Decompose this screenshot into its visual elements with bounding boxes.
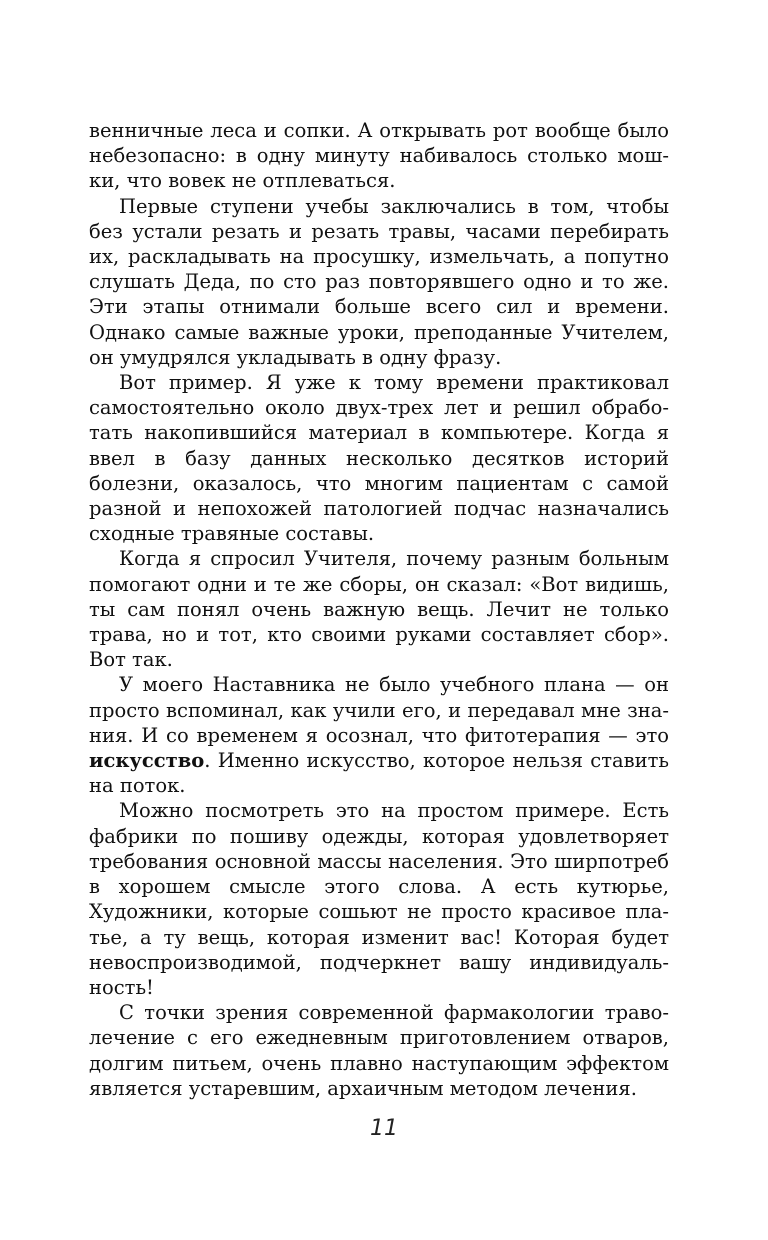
page-body	[89, 118, 669, 1101]
paragraph-5-start: У моего Наставника не было учебного плана — он просто вспоминал, как учили его, и передавал мне знания. И со временем я осознал, что фитотерапия — это	[89, 673, 669, 747]
paragraph-5	[89, 672, 669, 798]
paragraph-7: С точки зрения современной фармакологии траволечение с его ежедневным приготовлением отваров, долгим питьем, очень плавно наступающим эффектом является устаревшим, архаичным методом лечения.	[89, 1001, 669, 1100]
paragraph-2: Первые ступени учебы заключались в том, чтобы без устали резать и резать травы, часами перебирать их, раскладывать на просушку, измельчать, а попутно слушать Деда, по сто раз повторявшего одно и то же. Эти этапы отнимали больше всего сил и времени. Однако самые важные уроки, преподанные Учителем, он умудрялся укладывать в одну фразу.	[89, 194, 669, 369]
paragraph-5-end: . Именно искусство, которое нельзя ставить на поток.	[89, 749, 669, 798]
paragraph-3: Вот пример. Я уже к тому времени практиковал самостоятельно около двух-трех лет и решил обработать накопившийся материал в компьютере. Когда я ввел в базу данных несколько десятков историй болезни, оказалось, что многим пациентам с самой разной и непохожей патологией подчас назначались сходные травяные составы.	[89, 371, 669, 546]
emphasized-word: искусство	[89, 749, 205, 773]
page-number: 11	[370, 1116, 398, 1141]
paragraph-4: Когда я спросил Учителя, почему разным больным помогают одни и те же сборы, он сказал: «Вот видишь, ты сам понял очень важную вещь. Лечит не только трава, но и тот, кто своими руками составляет сбор». Вот так.	[89, 547, 669, 672]
paragraph-6: Можно посмотреть это на простом примере. Есть фабрики по пошиву одежды, которая удовлетворяет требования основной массы населения. Это ширпотреб в хорошем смысле этого слова. А есть кутюрье, Художники, которые сошьют не просто красивое платье, а ту вещь, которая изменит вас! Которая будет невоспроизводимой, подчеркнет вашу индивидуальность!	[89, 799, 669, 999]
paragraph-1: венничные леса и сопки. А открывать рот вообще было небезопасно: в одну минуту набивалось столько мошки, что вовек не отплеваться.	[89, 119, 669, 193]
